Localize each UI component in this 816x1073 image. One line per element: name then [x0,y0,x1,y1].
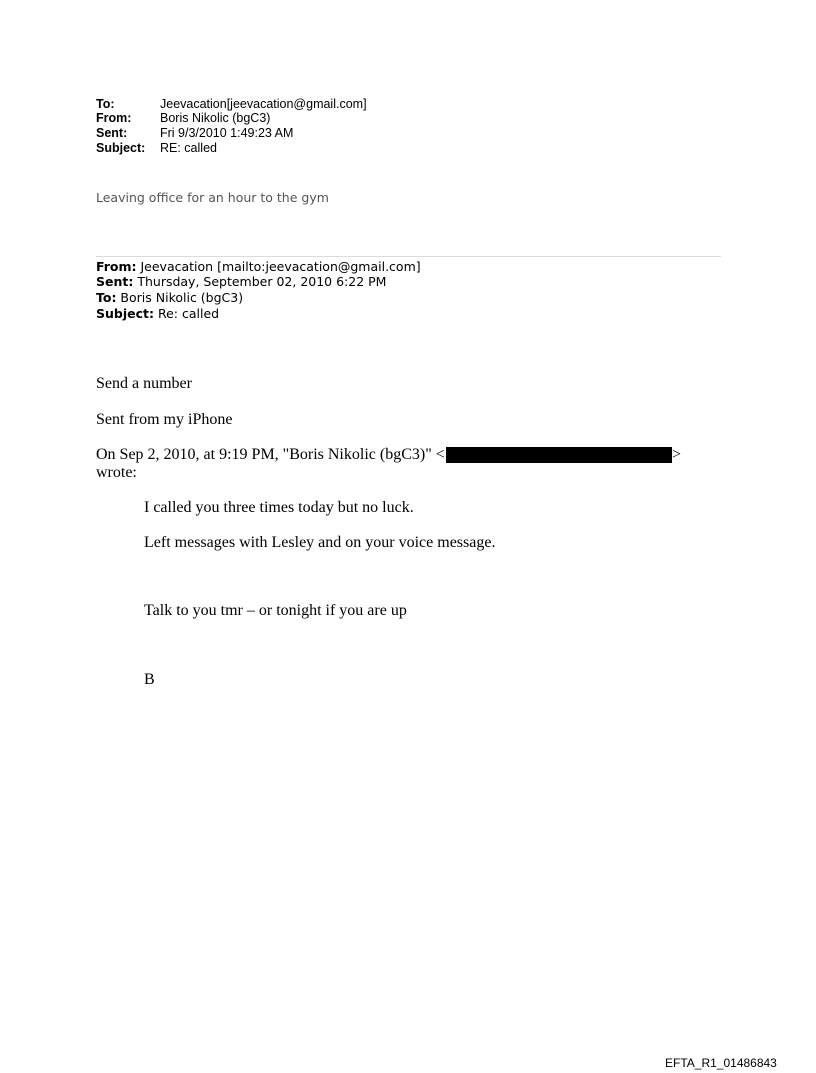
from-value: Boris Nikolic (bgC3) [160,111,271,125]
fwd-to-label: To: [96,290,117,305]
header-from-row [96,111,270,125]
fwd-subject-value: Re: called [154,306,220,321]
message-line-1: Send a number [96,375,192,392]
fwd-to-value: Boris Nikolic (bgC3) [116,290,244,305]
sent-label: Sent: [96,126,128,140]
quoted-signature: B [144,671,155,688]
fwd-subject-row [96,306,219,321]
fwd-from-row [96,259,421,274]
reply-body: Leaving office for an hour to the gym [96,190,329,205]
redaction-box [446,447,672,463]
fwd-sent-value: Thursday, September 02, 2010 6:22 PM [133,274,387,289]
header-to-row [96,97,367,111]
fwd-from-value: Jeevacation [mailto:jeevacation@gmail.com] [136,259,421,274]
sent-value: Fri 9/3/2010 1:49:23 AM [160,126,294,140]
quote-intro-close: > [672,446,682,463]
quoted-line-3: Talk to you tmr – or tonight if you are up [144,602,407,619]
fwd-subject-label: Subject: [96,306,154,321]
header-sent-row [96,126,293,140]
fwd-from-label: From: [96,259,137,274]
fwd-sent-row [96,274,386,289]
quoted-line-1: I called you three times today but no luck. [144,499,414,516]
message-line-2: Sent from my iPhone [96,411,233,428]
quote-intro-wrote: wrote: [96,464,137,481]
fwd-to-row [96,290,243,305]
subject-label: Subject: [96,141,146,155]
quote-intro: On Sep 2, 2010, at 9:19 PM, "Boris Nikolic (bgC3)" < [96,446,445,463]
header-subject-row [96,141,217,155]
to-label: To: [96,97,115,111]
to-value: Jeevacation[jeevacation@gmail.com] [160,97,367,111]
fwd-sent-label: Sent: [96,274,134,289]
separator-line [96,256,721,257]
subject-value: RE: called [160,141,217,155]
quoted-line-2: Left messages with Lesley and on your voice message. [144,534,496,551]
from-label: From: [96,111,132,125]
bates-number: EFTA_R1_01486843 [665,1056,777,1070]
